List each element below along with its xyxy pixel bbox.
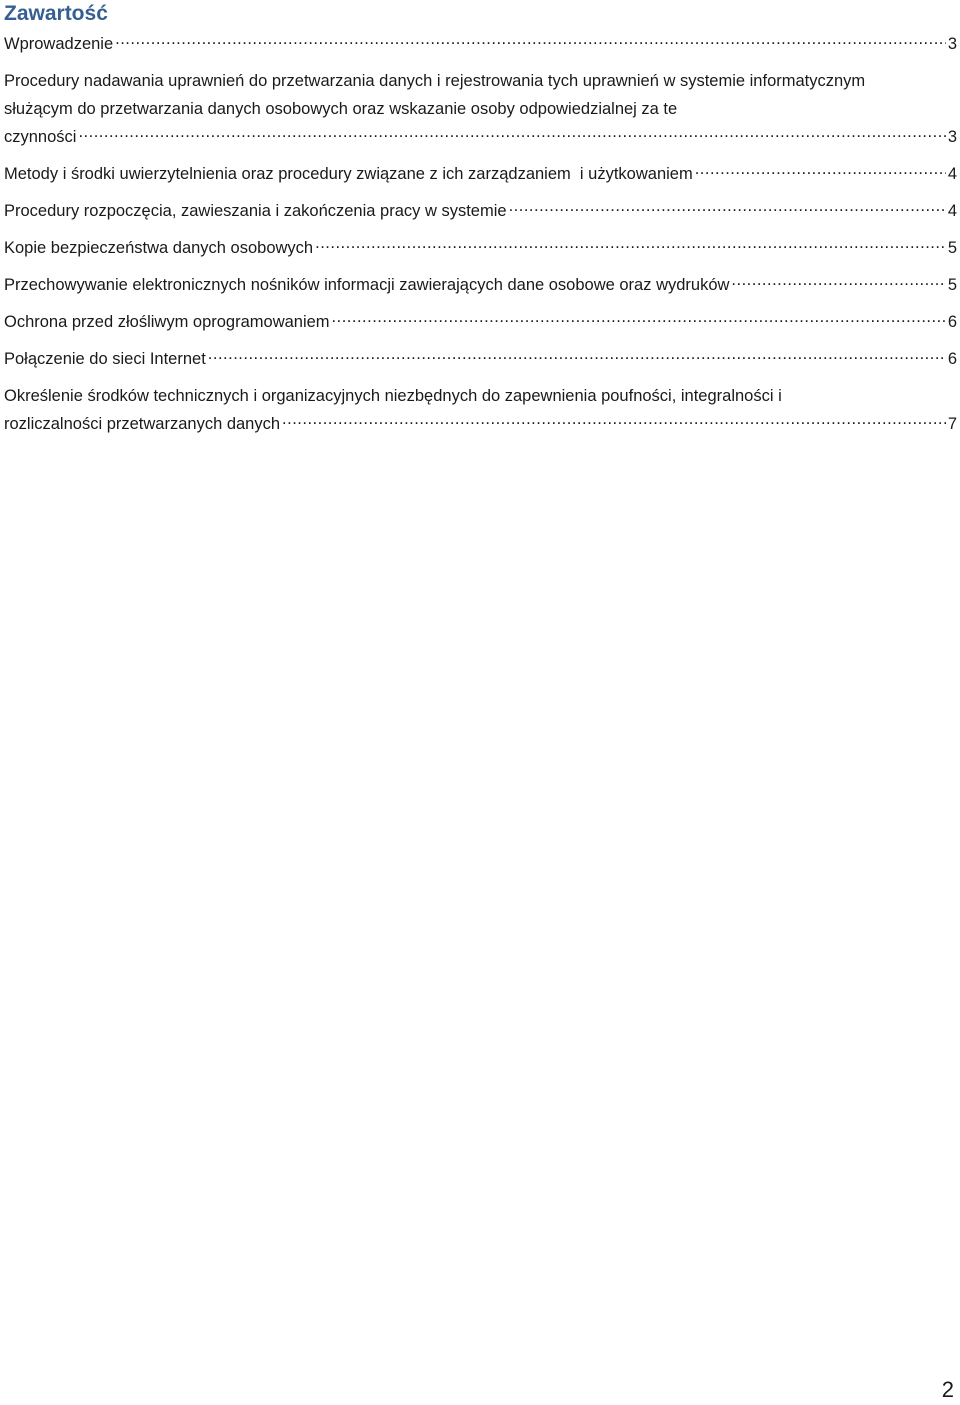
toc-page-number[interactable]: 5 bbox=[947, 276, 957, 294]
dot-leader bbox=[731, 274, 945, 291]
toc-entry-text[interactable]: Przechowywanie elektronicznych nośników informacji zawierających dane osobowe oraz wydruków bbox=[4, 276, 730, 294]
page-number: 2 bbox=[941, 1377, 954, 1402]
toc-entry-text-lead[interactable]: Określenie środków technicznych i organizacyjnych niezbędnych do zapewnienia poufności, integralności i bbox=[4, 387, 782, 405]
toc-entry-text[interactable]: Metody i środki uwierzytelnienia oraz procedury związane z ich zarządzaniem i użytkowaniem bbox=[4, 165, 693, 183]
toc-page-number[interactable]: 6 bbox=[947, 350, 957, 368]
dot-leader bbox=[115, 33, 946, 50]
toc-entry-permission-procedures[interactable] bbox=[4, 67, 957, 151]
toc-page-number[interactable]: 6 bbox=[947, 313, 957, 331]
toc-entry-text[interactable]: Procedury rozpoczęcia, zawieszania i zakończenia pracy w systemie bbox=[4, 202, 507, 220]
table-of-contents bbox=[4, 30, 957, 447]
toc-page-number[interactable]: 4 bbox=[947, 202, 957, 220]
toc-entry-internet-connection[interactable] bbox=[4, 345, 957, 373]
toc-entry-authentication-methods[interactable] bbox=[4, 160, 957, 188]
toc-entry-text[interactable]: rozliczalności przetwarzanych danych bbox=[4, 415, 281, 433]
toc-entry-introduction[interactable] bbox=[4, 30, 957, 58]
dot-leader bbox=[695, 163, 946, 180]
toc-page-number[interactable]: 3 bbox=[947, 35, 957, 53]
dot-leader bbox=[332, 311, 946, 328]
toc-entry-work-procedures[interactable] bbox=[4, 197, 957, 225]
toc-entry-text[interactable]: Kopie bezpieczeństwa danych osobowych bbox=[4, 239, 314, 257]
toc-entry-text[interactable]: czynności bbox=[4, 128, 77, 146]
dot-leader bbox=[282, 413, 946, 430]
toc-entry-backups[interactable] bbox=[4, 234, 957, 262]
toc-entry-media-storage[interactable] bbox=[4, 271, 957, 299]
toc-entry-text[interactable]: Ochrona przed złośliwym oprogramowaniem bbox=[4, 313, 330, 331]
dot-leader bbox=[315, 237, 946, 254]
toc-page-number[interactable]: 7 bbox=[947, 415, 957, 433]
dot-leader bbox=[78, 126, 945, 143]
toc-page-number[interactable]: 4 bbox=[947, 165, 957, 183]
dot-leader bbox=[208, 348, 946, 365]
toc-page-number[interactable]: 3 bbox=[947, 128, 957, 146]
toc-title: Zawartość bbox=[4, 2, 108, 25]
toc-entry-text[interactable]: Wprowadzenie bbox=[4, 35, 114, 53]
toc-page-number[interactable]: 5 bbox=[947, 239, 957, 257]
toc-entry-text[interactable]: Połączenie do sieci Internet bbox=[4, 350, 206, 368]
toc-entry-malware-protection[interactable] bbox=[4, 308, 957, 336]
toc-entry-technical-measures[interactable] bbox=[4, 382, 957, 438]
dot-leader bbox=[509, 200, 946, 217]
toc-entry-text-lead[interactable]: Procedury nadawania uprawnień do przetwarzania danych i rejestrowania tych uprawnień w systemie informatycznym służącym do przetwarzania danych osobowych oraz wskazanie osoby odpowiedzialnej za te bbox=[4, 72, 866, 118]
